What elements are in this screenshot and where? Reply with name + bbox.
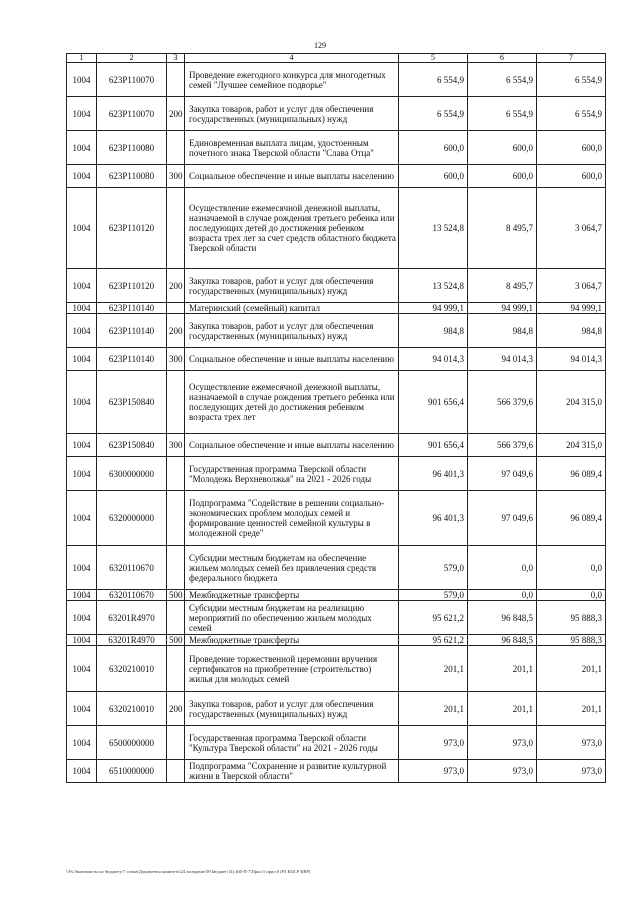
amount-year1-cell: 579,0: [399, 546, 468, 590]
expense-type-cell: 500: [167, 590, 185, 601]
table-row: [67, 590, 606, 601]
header-cell: 5: [399, 54, 468, 63]
item-name-cell: Межбюджетные трансферты: [185, 635, 399, 646]
expense-type-cell: [167, 371, 185, 434]
header-cell: 4: [185, 54, 399, 63]
table-row: [67, 760, 606, 783]
target-code-cell: 623P110120: [97, 188, 167, 269]
item-name-cell: Закупка товаров, работ и услуг для обеспечения государственных (муниципальных) нужд: [185, 97, 399, 131]
section-code-cell: 1004: [67, 590, 97, 601]
item-name-cell: Социальное обеспечение и иные выплаты населению: [185, 165, 399, 188]
amount-year3-cell: 201,1: [537, 692, 606, 726]
item-name-cell: Субсидии местным бюджетам на реализацию мероприятий по обеспечению жильем молодых семей: [185, 601, 399, 635]
amount-year2-cell: 6 554,9: [468, 63, 537, 97]
amount-year3-cell: 0,0: [537, 546, 606, 590]
amount-year2-cell: 600,0: [468, 131, 537, 165]
amount-year2-cell: 201,1: [468, 692, 537, 726]
section-code-cell: 1004: [67, 348, 97, 371]
item-name-cell: Социальное обеспечение и иные выплаты населению: [185, 434, 399, 457]
table-body: [67, 63, 606, 783]
amount-year2-cell: 8 495,7: [468, 269, 537, 303]
target-code-cell: 623P150840: [97, 434, 167, 457]
amount-year2-cell: 566 379,6: [468, 434, 537, 457]
amount-year1-cell: 201,1: [399, 646, 468, 692]
section-code-cell: 1004: [67, 434, 97, 457]
table-row: [67, 457, 606, 491]
table-row: [67, 165, 606, 188]
section-code-cell: 1004: [67, 97, 97, 131]
item-name-cell: Материнский (семейный) капитал: [185, 303, 399, 314]
section-code-cell: 1004: [67, 131, 97, 165]
header-row: [67, 54, 606, 63]
amount-year1-cell: 94 014,3: [399, 348, 468, 371]
item-name-cell: Подпрограмма "Содействие в решении социально-экономических проблем молодых семей и формирование ценностей семейной культуры в молодежной среде": [185, 491, 399, 546]
table-header: [67, 54, 606, 63]
target-code-cell: 623P110070: [97, 97, 167, 131]
expense-type-cell: 200: [167, 97, 185, 131]
expense-type-cell: [167, 457, 185, 491]
table-row: [67, 601, 606, 635]
amount-year3-cell: 94 014,3: [537, 348, 606, 371]
target-code-cell: 623P150840: [97, 371, 167, 434]
expense-type-cell: 300: [167, 434, 185, 457]
amount-year2-cell: 973,0: [468, 726, 537, 760]
expense-type-cell: 200: [167, 269, 185, 303]
amount-year3-cell: 600,0: [537, 131, 606, 165]
target-code-cell: 623P110120: [97, 269, 167, 303]
target-code-cell: 6320110670: [97, 546, 167, 590]
amount-year3-cell: 94 999,1: [537, 303, 606, 314]
item-name-cell: Закупка товаров, работ и услуг для обеспечения государственных (муниципальных) нужд: [185, 692, 399, 726]
item-name-cell: Государственная программа Тверской области "Молодежь Верхневолжья" на 2021 - 2026 годы: [185, 457, 399, 491]
amount-year2-cell: 984,8: [468, 314, 537, 348]
expense-type-cell: 300: [167, 165, 185, 188]
target-code-cell: 623P110080: [97, 131, 167, 165]
header-cell: 1: [67, 54, 97, 63]
header-cell: 2: [97, 54, 167, 63]
target-code-cell: 63201R4970: [97, 601, 167, 635]
amount-year3-cell: 201,1: [537, 646, 606, 692]
table-row: [67, 646, 606, 692]
section-code-cell: 1004: [67, 726, 97, 760]
amount-year3-cell: 96 089,4: [537, 457, 606, 491]
expense-type-cell: [167, 726, 185, 760]
budget-table: [66, 53, 606, 783]
amount-year3-cell: 95 888,3: [537, 635, 606, 646]
amount-year1-cell: 95 621,2: [399, 601, 468, 635]
amount-year1-cell: 201,1: [399, 692, 468, 726]
amount-year1-cell: 13 524,8: [399, 188, 468, 269]
section-code-cell: 1004: [67, 646, 97, 692]
amount-year3-cell: 600,0: [537, 165, 606, 188]
amount-year2-cell: 6 554,9: [468, 97, 537, 131]
expense-type-cell: 300: [167, 348, 185, 371]
expense-type-cell: [167, 63, 185, 97]
amount-year2-cell: 0,0: [468, 590, 537, 601]
section-code-cell: 1004: [67, 760, 97, 783]
expense-type-cell: 200: [167, 314, 185, 348]
expense-type-cell: 200: [167, 692, 185, 726]
item-name-cell: Осуществление ежемесячной денежной выплаты, назначаемой в случае рождения третьего ребенка или последующих детей до достижения ребенком возраста трех лет: [185, 371, 399, 434]
table-row: [67, 635, 606, 646]
section-code-cell: 1004: [67, 601, 97, 635]
amount-year1-cell: 6 554,9: [399, 97, 468, 131]
expense-type-cell: [167, 188, 185, 269]
expense-type-cell: [167, 491, 185, 546]
target-code-cell: 63201R4970: [97, 635, 167, 646]
section-code-cell: 1004: [67, 692, 97, 726]
expense-type-cell: [167, 646, 185, 692]
amount-year1-cell: 94 999,1: [399, 303, 468, 314]
section-code-cell: 1004: [67, 165, 97, 188]
table-row: [67, 692, 606, 726]
header-cell: 7: [537, 54, 606, 63]
amount-year1-cell: 579,0: [399, 590, 468, 601]
table-row: [67, 269, 606, 303]
amount-year1-cell: 13 524,8: [399, 269, 468, 303]
table-row: [67, 371, 606, 434]
target-code-cell: 623P110140: [97, 303, 167, 314]
target-code-cell: 6510000000: [97, 760, 167, 783]
amount-year1-cell: 95 621,2: [399, 635, 468, 646]
amount-year2-cell: 94 999,1: [468, 303, 537, 314]
amount-year2-cell: 96 848,5: [468, 635, 537, 646]
item-name-cell: Единовременная выплата лицам, удостоенным почетного знака Тверской области "Слава Отца": [185, 131, 399, 165]
amount-year1-cell: 984,8: [399, 314, 468, 348]
amount-year2-cell: 8 495,7: [468, 188, 537, 269]
expense-type-cell: 500: [167, 635, 185, 646]
header-cell: 6: [468, 54, 537, 63]
section-code-cell: 1004: [67, 314, 97, 348]
amount-year3-cell: 204 315,0: [537, 371, 606, 434]
target-code-cell: 623P110070: [97, 63, 167, 97]
target-code-cell: 6320210010: [97, 692, 167, 726]
section-code-cell: 1004: [67, 269, 97, 303]
amount-year1-cell: 96 401,3: [399, 491, 468, 546]
expense-type-cell: [167, 131, 185, 165]
expense-type-cell: [167, 546, 185, 590]
amount-year1-cell: 973,0: [399, 726, 468, 760]
amount-year2-cell: 94 014,3: [468, 348, 537, 371]
target-code-cell: 6300000000: [97, 457, 167, 491]
amount-year1-cell: 6 554,9: [399, 63, 468, 97]
expense-type-cell: [167, 303, 185, 314]
expense-type-cell: [167, 760, 185, 783]
amount-year1-cell: 600,0: [399, 131, 468, 165]
section-code-cell: 1004: [67, 303, 97, 314]
item-name-cell: Осуществление ежемесячной денежной выплаты, назначаемой в случае рождения третьего ребенка или последующих детей до достижения ребенком возраста трех лет за счет средств областного бюджета Тверской области: [185, 188, 399, 269]
item-name-cell: Социальное обеспечение и иные выплаты населению: [185, 348, 399, 371]
amount-year3-cell: 973,0: [537, 726, 606, 760]
section-code-cell: 1004: [67, 635, 97, 646]
amount-year1-cell: 901 656,4: [399, 371, 468, 434]
file-path-footer: \\Fs\Экономисты по бюджету\7 созыв\Документы комитета\24 заседание 09 Бюджет\14) 460-П-7\Прил 5 прил 6 (РЗ КЦСР КВР): [66, 869, 311, 874]
section-code-cell: 1004: [67, 546, 97, 590]
amount-year1-cell: 96 401,3: [399, 457, 468, 491]
target-code-cell: 6320210010: [97, 646, 167, 692]
target-code-cell: 623P110080: [97, 165, 167, 188]
amount-year3-cell: 973,0: [537, 760, 606, 783]
target-code-cell: 6320000000: [97, 491, 167, 546]
table-row: [67, 726, 606, 760]
target-code-cell: 623P110140: [97, 348, 167, 371]
target-code-cell: 623P110140: [97, 314, 167, 348]
section-code-cell: 1004: [67, 457, 97, 491]
item-name-cell: Проведение ежегодного конкурса для многодетных семей "Лучшее семейное подворье": [185, 63, 399, 97]
section-code-cell: 1004: [67, 63, 97, 97]
table-row: [67, 188, 606, 269]
section-code-cell: 1004: [67, 371, 97, 434]
amount-year3-cell: 95 888,3: [537, 601, 606, 635]
amount-year1-cell: 901 656,4: [399, 434, 468, 457]
table-row: [67, 63, 606, 97]
section-code-cell: 1004: [67, 491, 97, 546]
amount-year2-cell: 97 049,6: [468, 491, 537, 546]
item-name-cell: Проведение торжественной церемонии вручения сертификатов на приобретение (строительство) жилья для молодых семей: [185, 646, 399, 692]
amount-year3-cell: 96 089,4: [537, 491, 606, 546]
amount-year2-cell: 97 049,6: [468, 457, 537, 491]
target-code-cell: 6500000000: [97, 726, 167, 760]
table-row: [67, 546, 606, 590]
expense-type-cell: [167, 601, 185, 635]
amount-year2-cell: 0,0: [468, 546, 537, 590]
table-row: [67, 314, 606, 348]
page-number: 129: [314, 41, 326, 50]
amount-year1-cell: 600,0: [399, 165, 468, 188]
table-row: [67, 131, 606, 165]
item-name-cell: Государственная программа Тверской области "Культура Тверской области" на 2021 - 2026 годы: [185, 726, 399, 760]
amount-year3-cell: 204 315,0: [537, 434, 606, 457]
table-row: [67, 434, 606, 457]
amount-year3-cell: 6 554,9: [537, 63, 606, 97]
amount-year2-cell: 973,0: [468, 760, 537, 783]
item-name-cell: Подпрограмма "Сохранение и развитие культурной жизни в Тверской области": [185, 760, 399, 783]
amount-year2-cell: 201,1: [468, 646, 537, 692]
target-code-cell: 6320110670: [97, 590, 167, 601]
header-cell: 3: [167, 54, 185, 63]
amount-year3-cell: 984,8: [537, 314, 606, 348]
amount-year3-cell: 6 554,9: [537, 97, 606, 131]
amount-year1-cell: 973,0: [399, 760, 468, 783]
amount-year3-cell: 3 064,7: [537, 269, 606, 303]
item-name-cell: Межбюджетные трансферты: [185, 590, 399, 601]
item-name-cell: Субсидии местным бюджетам на обеспечение жильем молодых семей без привлечения средств федерального бюджета: [185, 546, 399, 590]
amount-year2-cell: 566 379,6: [468, 371, 537, 434]
item-name-cell: Закупка товаров, работ и услуг для обеспечения государственных (муниципальных) нужд: [185, 314, 399, 348]
table-row: [67, 303, 606, 314]
amount-year3-cell: 0,0: [537, 590, 606, 601]
table-row: [67, 491, 606, 546]
amount-year3-cell: 3 064,7: [537, 188, 606, 269]
amount-year2-cell: 96 848,5: [468, 601, 537, 635]
table-row: [67, 97, 606, 131]
amount-year2-cell: 600,0: [468, 165, 537, 188]
item-name-cell: Закупка товаров, работ и услуг для обеспечения государственных (муниципальных) нужд: [185, 269, 399, 303]
section-code-cell: 1004: [67, 188, 97, 269]
table-row: [67, 348, 606, 371]
